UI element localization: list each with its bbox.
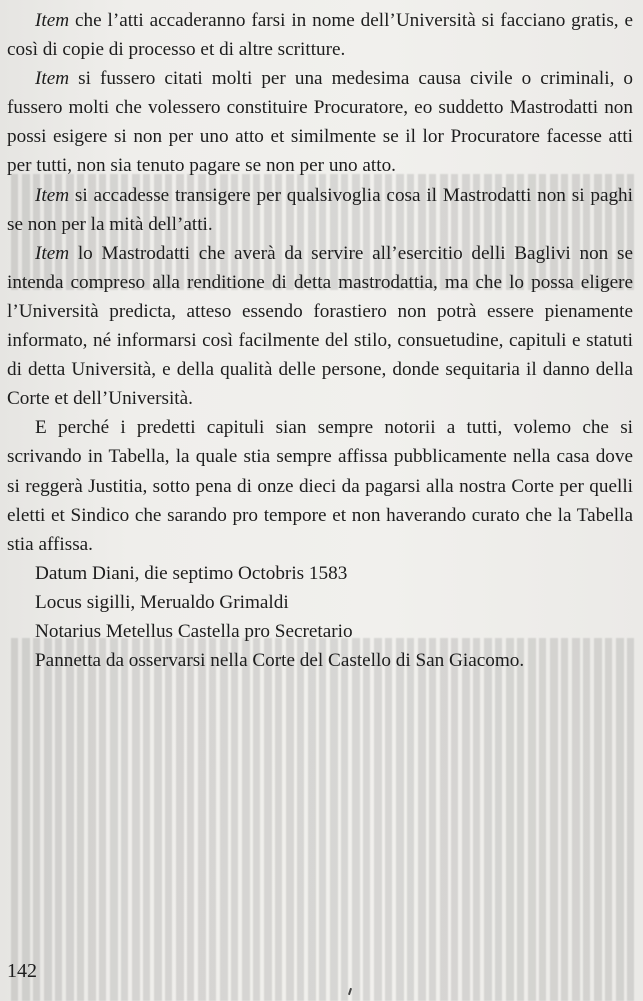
paragraph-text: E perché i predetti capituli sian sempre notorii a tutti, volemo che si scrivando in Tabella, la quale stia sempre affissa pubblicamente nella casa dove si reggerà Justitia, sotto pena di onze dieci da pagarsi alla nostra Corte per quelli eletti et Sindico che sarando pro tempore et non haverando curato che la Tabella stia affissa. — [7, 417, 633, 555]
item-keyword: Item — [35, 184, 70, 206]
paragraph-text: si fussero citati molti per una medesima causa civile o criminali, o fussero molti che volessero constituire Procuratore, eo suddetto Mastrodatti non possi esigere si non per uno atto et similmente se il lor Procuratore facesse atti per tutti, non sia tenuto pagare se non per uno atto. — [7, 68, 633, 177]
closing-line-locus-sigilli: Locus sigilli, Merualdo Grimaldi — [35, 591, 289, 613]
item-keyword: Item — [35, 242, 70, 264]
paragraph-text: che l’atti accaderanno farsi in nome dell’Università si facciano gratis, e così di copie di processo et di altre scritture. — [7, 10, 633, 61]
item-keyword: Item — [35, 10, 70, 31]
closing-line-pannetta: Pannetta da osservarsi nella Corte del Castello di San Giacomo. — [35, 650, 525, 672]
closing-line-datum: Datum Diani, die septimo Octobris 1583 — [35, 562, 348, 584]
item-keyword: Item — [35, 68, 70, 90]
paragraph-item-transigere — [7, 181, 633, 239]
paragraph-item-atti — [7, 6, 633, 64]
page-number: 142 — [7, 960, 37, 982]
paragraph-text: lo Mastrodatti che averà da servire all’esercitio delli Baglivi non se intenda compreso alla renditione di detta mastrodattia, ma che lo possa eligere l’Università predicta, atteso essendo forastiero non potrà essere pienamente informato, né informarsi così facilmente del stilo, consuetudine, capituli e statuti di detta Università, e della qualità delle persone, donde sequitaria il danno della Corte et dell’Università. — [7, 242, 633, 410]
closing-line-notarius: Notarius Metellus Castella pro Secretario — [35, 620, 353, 642]
paragraph-text: si accadesse transigere per qualsivoglia cosa il Mastrodatti non si paghi se non per la mità dell’atti. — [7, 184, 633, 235]
paragraph-item-citati — [7, 64, 633, 180]
document-body — [7, 6, 633, 675]
paragraph-tabella — [7, 413, 633, 558]
paragraph-item-baglivi — [7, 239, 633, 414]
